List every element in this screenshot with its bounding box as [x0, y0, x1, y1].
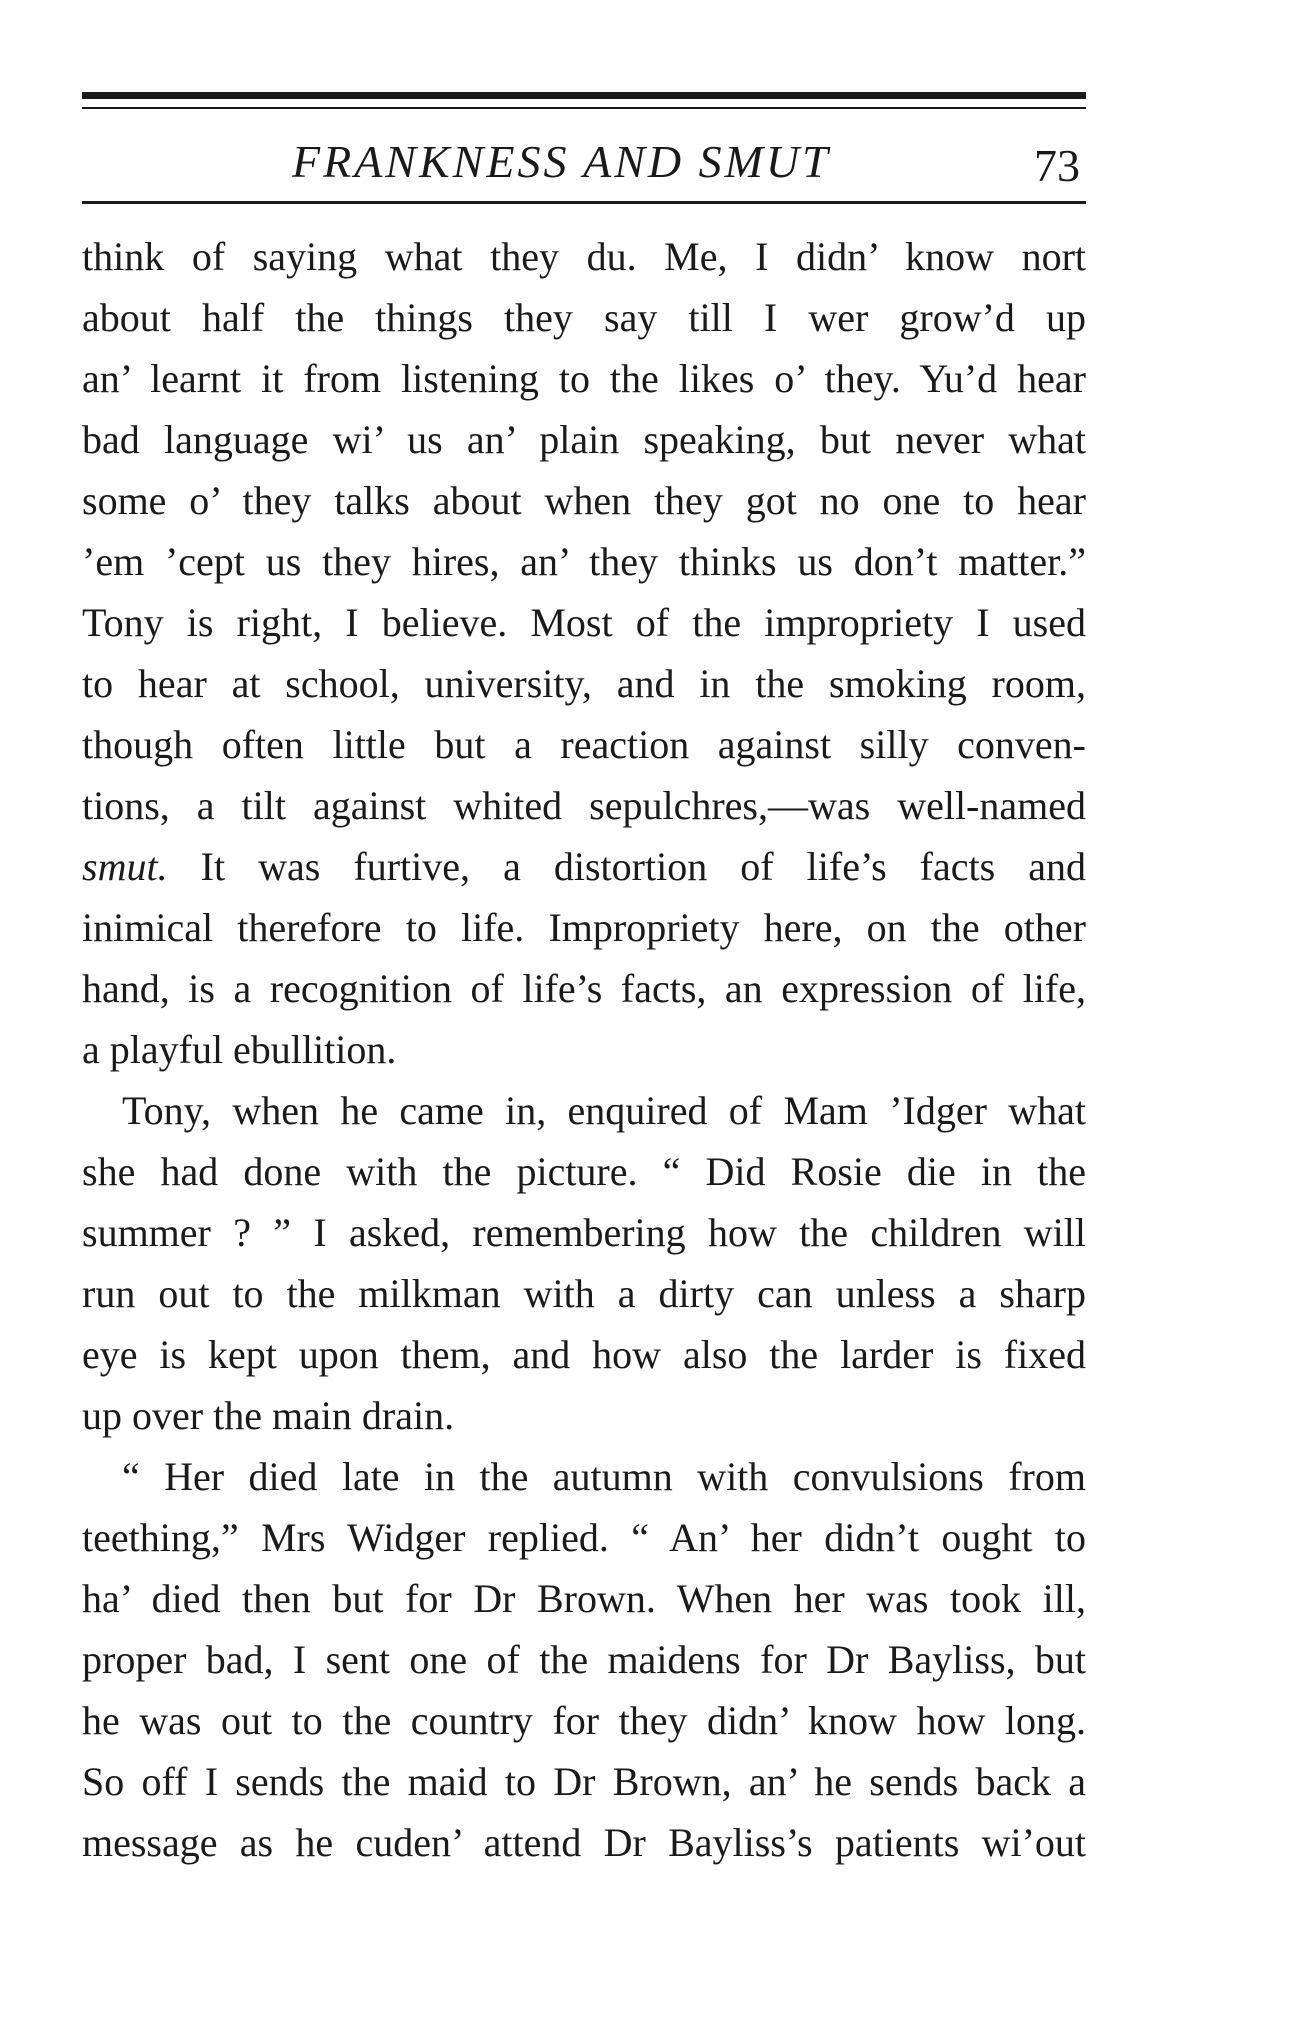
italic-word: smut.	[82, 844, 168, 889]
text-line: eye is kept upon them, and how also the larder is fixed	[82, 1332, 1086, 1377]
text-line: she had done with the picture. “ Did Rosie die in the	[82, 1149, 1086, 1194]
text-line: Tony is right, I believe. Most of the impropriety I used	[82, 600, 1086, 645]
text-line-rest: It was furtive, a distortion of life’s facts and	[200, 844, 1086, 889]
text-line: bad language wi’ us an’ plain speaking, but never what	[82, 417, 1086, 462]
text-line: inimical therefore to life. Impropriety here, on the other	[82, 905, 1086, 950]
text-line: “ Her died late in the autumn with convulsions from	[122, 1454, 1086, 1499]
text-line: to hear at school, university, and in the smoking room,	[82, 661, 1086, 706]
text-line: proper bad, I sent one of the maidens for Dr Bayliss, but	[82, 1637, 1086, 1682]
text-line: So off I sends the maid to Dr Brown, an’ he sends back a	[82, 1759, 1086, 1804]
text-line: teething,” Mrs Widger replied. “ An’ her didn’t ought to	[82, 1515, 1086, 1560]
book-page	[82, 92, 1086, 1873]
text-line: about half the things they say till I wer grow’d up	[82, 295, 1086, 340]
top-rule	[82, 92, 1086, 99]
text-line: though often little but a reaction against silly conven-	[82, 722, 1086, 767]
running-head: FRANKNESS AND SMUT	[292, 136, 831, 187]
text-line: a playful ebullition.	[82, 1027, 397, 1072]
text-line: some o’ they talks about when they got no one to hear	[82, 478, 1086, 523]
body-text	[82, 226, 1086, 1873]
text-line	[82, 836, 1086, 897]
text-line: summer ? ” I asked, remembering how the children will	[82, 1210, 1086, 1255]
text-line: tions, a tilt against whited sepulchres,—was well-named	[82, 783, 1086, 828]
header-rule	[82, 201, 1086, 204]
text-line: message as he cuden’ attend Dr Bayliss’s patients wi’out	[82, 1820, 1086, 1865]
page-number: 73	[1034, 140, 1080, 191]
text-line: Tony, when he came in, enquired of Mam ’Idger what	[122, 1088, 1086, 1133]
text-line: think of saying what they du. Me, I didn’ know nort	[82, 234, 1086, 279]
text-line: up over the main drain.	[82, 1393, 455, 1438]
text-line: run out to the milkman with a dirty can unless a sharp	[82, 1271, 1086, 1316]
text-line: hand, is a recognition of life’s facts, an expression of life,	[82, 966, 1086, 1011]
page-header	[82, 107, 1086, 191]
text-line: ’em ’cept us they hires, an’ they thinks us don’t matter.”	[82, 539, 1086, 584]
text-line: he was out to the country for they didn’ know how long.	[82, 1698, 1086, 1743]
text-line: ha’ died then but for Dr Brown. When her was took ill,	[82, 1576, 1086, 1621]
text-line: an’ learnt it from listening to the likes o’ they. Yu’d hear	[82, 356, 1086, 401]
